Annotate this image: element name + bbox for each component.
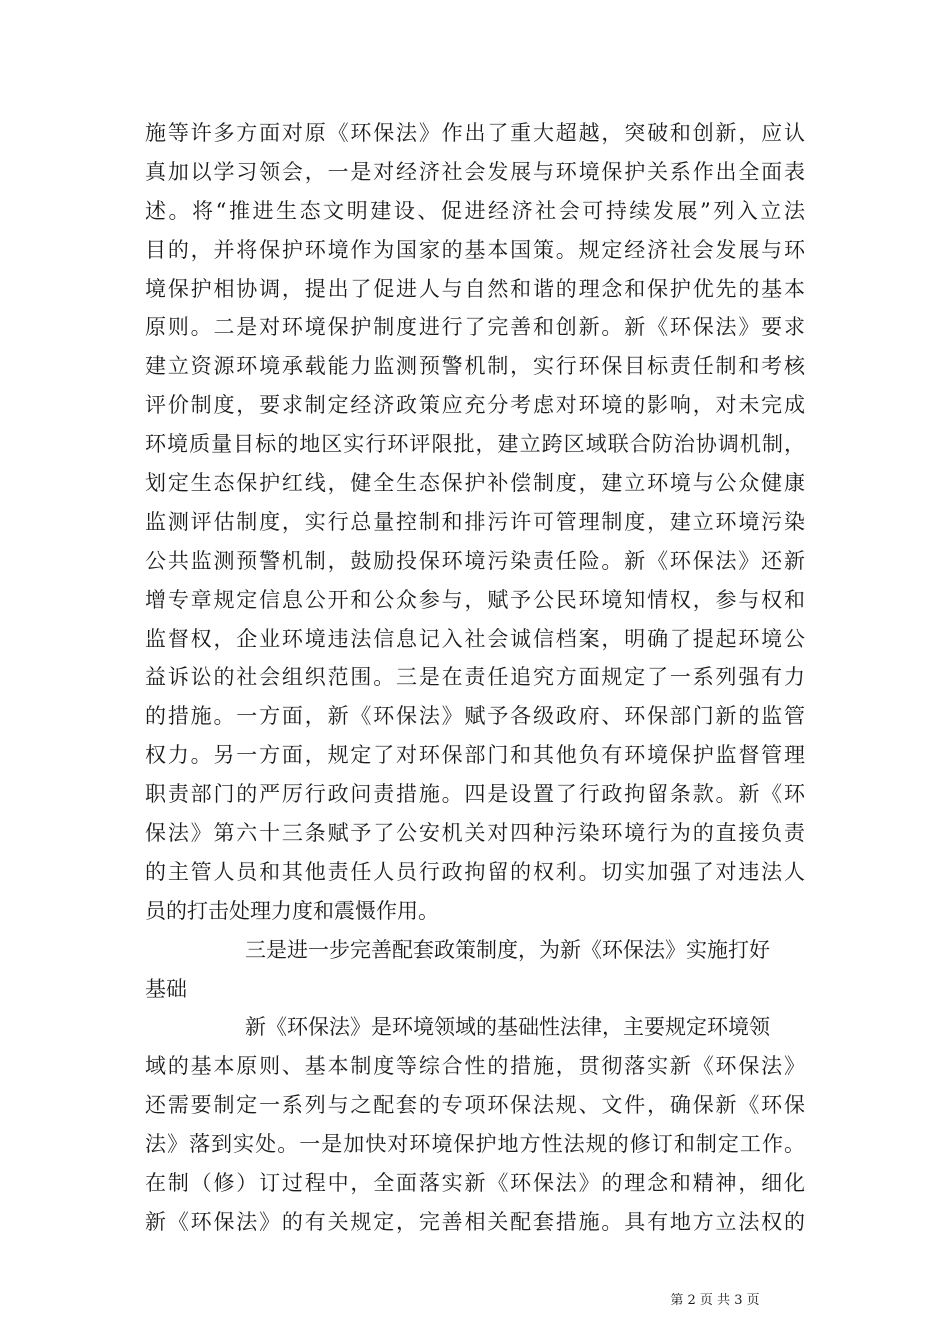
text-line: 境保护相协调，提出了促进人与自然和谐的理念和保护优先的基本: [145, 276, 805, 301]
text-line: 员的打击处理力度和震慑作用。: [145, 898, 439, 923]
text-line: 法》落到实处。一是加快对环境保护地方性法规的修订和制定工作。: [145, 1132, 805, 1157]
text-line: 新《环保法》的有关规定，完善相关配套措施。具有地方立法权的: [145, 1209, 805, 1234]
text-line: 施等许多方面对原《环保法》作出了重大超越，突破和创新，应认: [145, 121, 805, 145]
text-line: 权力。另一方面，规定了对环保部门和其他负有环境保护监督管理: [145, 743, 805, 768]
document-body: [145, 114, 825, 1242]
text-line: 监督权，企业环境违法信息记入社会诚信档案，明确了提起环境公: [145, 626, 805, 651]
text-line: 划定生态保护红线，健全生态保护补偿制度，建立环境与公众健康: [145, 471, 805, 496]
text-line: 的措施。一方面，新《环保法》赋予各级政府、环保部门新的监管: [145, 704, 805, 729]
text-line: 还需要制定一系列与之配套的专项环保法规、文件，确保新《环保: [145, 1093, 805, 1118]
text-line: 述。将“推进生态文明建设、促进经济社会可持续发展”列入立法: [145, 198, 805, 223]
text-line: 域的基本原则、基本制度等综合性的措施，贯彻落实新《环保法》: [145, 1054, 805, 1079]
text-line: 职责部门的严厉行政问责措施。四是设置了行政拘留条款。新《环: [145, 782, 805, 807]
text-line: 原则。二是对环境保护制度进行了完善和创新。新《环保法》要求: [145, 315, 805, 340]
text-line: 建立资源环境承载能力监测预警机制，实行环保目标责任制和考核: [145, 354, 805, 379]
text-line: 增专章规定信息公开和公众参与，赋予公民环境知情权，参与权和: [145, 587, 805, 612]
text-line: 保法》第六十三条赋予了公安机关对四种污染环境行为的直接负责: [145, 821, 805, 846]
text-line: 真加以学习领会，一是对经济社会发展与环境保护关系作出全面表: [145, 159, 805, 184]
page-number-footer: 第 2 页 共 3 页: [670, 1293, 760, 1308]
text-line: 目的，并将保护环境作为国家的基本国策。规定经济社会发展与环: [145, 237, 805, 262]
text-line: 环境质量目标的地区实行环评限批，建立跨区域联合防治协调机制，: [145, 432, 805, 457]
paragraph-first-line: 新《环保法》是环境领域的基础性法律，主要规定环境领: [245, 1015, 770, 1040]
section-heading: 三是进一步完善配套政策制度，为新《环保法》实施打好: [245, 937, 770, 962]
text-line: 益诉讼的社会组织范围。三是在责任追究方面规定了一系列强有力: [145, 665, 805, 690]
section-heading-continued: 基础: [145, 976, 187, 1001]
text-line: 监测评估制度，实行总量控制和排污许可管理制度，建立环境污染: [145, 509, 805, 534]
text-line: 公共监测预警机制，鼓励投保环境污染责任险。新《环保法》还新: [145, 548, 805, 573]
text-line: 在制（修）订过程中，全面落实新《环保法》的理念和精神，细化: [145, 1171, 805, 1196]
text-line: 的主管人员和其他责任人员行政拘留的权利。切实加强了对违法人: [145, 859, 805, 884]
text-line: 评价制度，要求制定经济政策应充分考虑对环境的影响，对未完成: [145, 393, 805, 418]
